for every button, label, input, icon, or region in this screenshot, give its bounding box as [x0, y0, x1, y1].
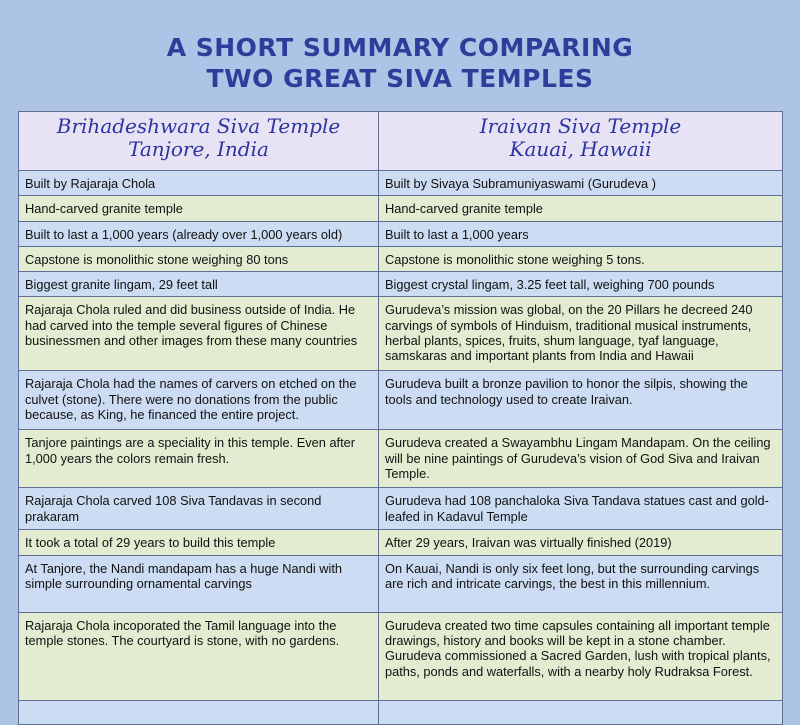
table-row: [19, 221, 783, 246]
table-row: [19, 171, 783, 196]
table-row: [19, 700, 783, 724]
cell-brihadeshwara: [19, 700, 379, 724]
cell-iraivan: Built by Sivaya Subramuniyaswami (Gurudeva ): [379, 171, 783, 196]
table-row: [19, 196, 783, 221]
cell-iraivan: Gurudeva built a bronze pavilion to honor the silpis, showing the tools and technology used to create Iraivan.: [379, 371, 783, 430]
table-row: [19, 430, 783, 488]
cell-iraivan: Hand-carved granite temple: [379, 196, 783, 221]
table-row: [19, 371, 783, 430]
cell-iraivan: Gurudeva had 108 panchaloka Siva Tandava statues cast and gold-leafed in Kadavul Temple: [379, 488, 783, 530]
table-row: [19, 488, 783, 530]
table-header-row: [19, 112, 783, 171]
page-title-line-2: TWO GREAT SIVA TEMPLES: [206, 64, 594, 93]
cell-iraivan: Gurudeva created two time capsules containing all important temple drawings, history and books will be kept in a stone chamber. Gurudeva commissioned a Sacred Garden, lush with tropical plants, paths, ponds and waterfalls, with a nearby holy Rudraksa Forest.: [379, 612, 783, 700]
comparison-table: [18, 111, 783, 725]
cell-brihadeshwara: Built to last a 1,000 years (already over 1,000 years old): [19, 221, 379, 246]
cell-iraivan: Capstone is monolithic stone weighing 5 tons.: [379, 246, 783, 271]
cell-brihadeshwara: Rajaraja Chola carved 108 Siva Tandavas in second prakaram: [19, 488, 379, 530]
cell-iraivan: After 29 years, Iraivan was virtually finished (2019): [379, 530, 783, 555]
cell-brihadeshwara: Rajaraja Chola had the names of carvers on etched on the culvet (stone). There were no donations from the public because, as King, he financed the entire project.: [19, 371, 379, 430]
cell-iraivan: Gurudeva created a Swayambhu Lingam Mandapam. On the ceiling will be nine paintings of Gurudeva’s vision of God Siva and Iraivan Temple.: [379, 430, 783, 488]
table-row: [19, 555, 783, 612]
table-row: [19, 612, 783, 700]
cell-brihadeshwara: Rajaraja Chola ruled and did business outside of India. He had carved into the temple several figures of Chinese businessmen and other images from these many countries: [19, 297, 379, 371]
table-row: [19, 246, 783, 271]
cell-iraivan: [379, 700, 783, 724]
column-header-title: Brihadeshwara Siva Temple: [56, 114, 341, 138]
cell-brihadeshwara: Built by Rajaraja Chola: [19, 171, 379, 196]
cell-brihadeshwara: Tanjore paintings are a speciality in this temple. Even after 1,000 years the colors remain fresh.: [19, 430, 379, 488]
column-header-title: Iraivan Siva Temple: [479, 114, 682, 138]
table-row: [19, 530, 783, 555]
cell-iraivan: On Kauai, Nandi is only six feet long, but the surrounding carvings are rich and intricate carvings, the best in this millennium.: [379, 555, 783, 612]
table-row: [19, 272, 783, 297]
cell-brihadeshwara: Hand-carved granite temple: [19, 196, 379, 221]
column-header-location: Tanjore, India: [128, 137, 269, 161]
cell-iraivan: Gurudeva’s mission was global, on the 20 Pillars he decreed 240 carvings of symbols of Hinduism, traditional musical instruments, herbal plants, spices, fruits, shum language, tyaf language, samskaras and important plants from India and Hawaii: [379, 297, 783, 371]
cell-brihadeshwara: Biggest granite lingam, 29 feet tall: [19, 272, 379, 297]
cell-brihadeshwara: Capstone is monolithic stone weighing 80 tons: [19, 246, 379, 271]
cell-iraivan: Biggest crystal lingam, 3.25 feet tall, weighing 700 pounds: [379, 272, 783, 297]
cell-brihadeshwara: Rajaraja Chola incoporated the Tamil language into the temple stones. The courtyard is stone, with no gardens.: [19, 612, 379, 700]
cell-iraivan: Built to last a 1,000 years: [379, 221, 783, 246]
table-row: [19, 297, 783, 371]
column-header-location: Kauai, Hawaii: [509, 137, 652, 161]
cell-brihadeshwara: At Tanjore, the Nandi mandapam has a huge Nandi with simple surrounding ornamental carvings: [19, 555, 379, 612]
page-title-line-1: A SHORT SUMMARY COMPARING: [166, 33, 634, 62]
cell-brihadeshwara: It took a total of 29 years to build this temple: [19, 530, 379, 555]
page-title: [0, 32, 800, 94]
column-header-brihadeshwara: [19, 112, 379, 171]
column-header-iraivan: [379, 112, 783, 171]
